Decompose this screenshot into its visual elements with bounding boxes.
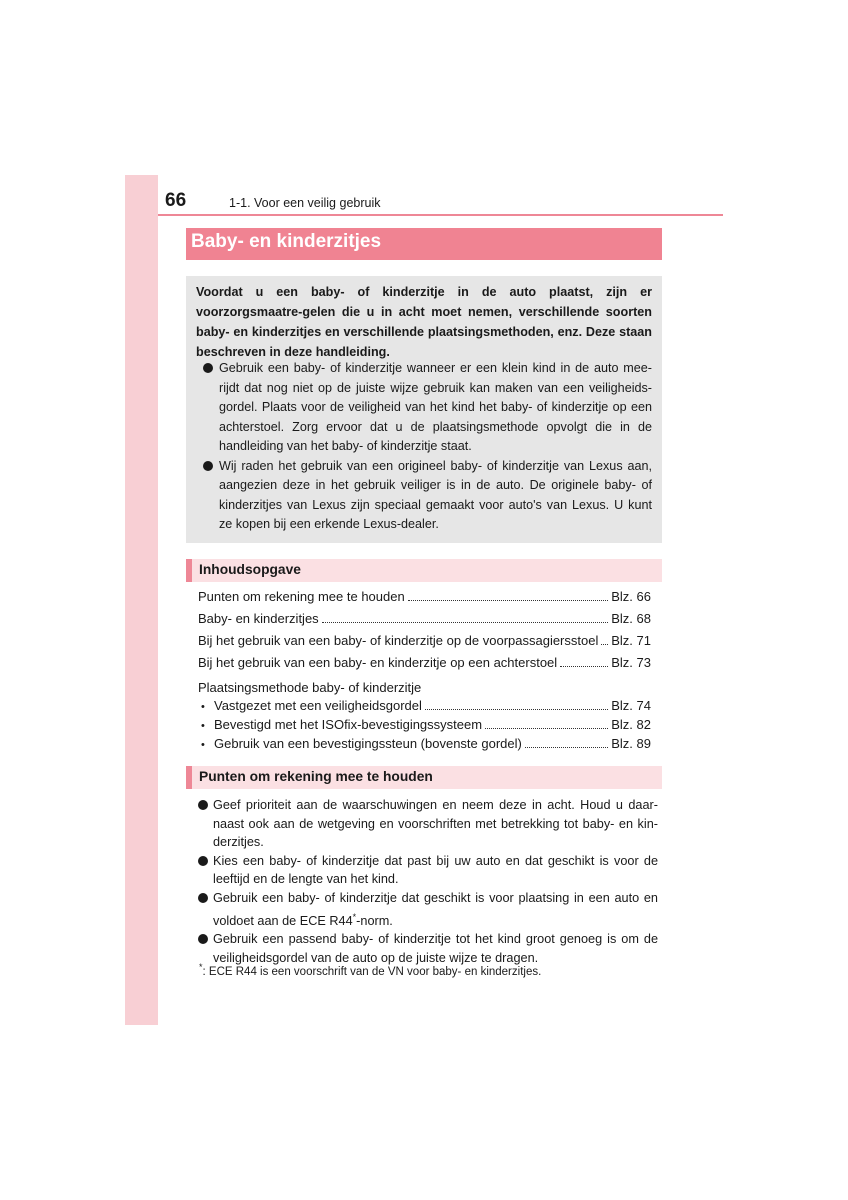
intro-lead: Voordat u een baby- of kinderzitje in de auto plaatst, zijn er voorzorgsmaatre-gelen die u in acht moet nemen, verschillende soorten baby- en kinderzitjes en verschillende plaatsingsmethoden, enz. Deze staan beschreven in deze handleiding. xyxy=(196,285,652,359)
table-of-contents xyxy=(198,589,651,755)
list-item-text-suffix: -norm. xyxy=(356,913,393,928)
toc-entry-label: Vastgezet met een veiligheidsgordel xyxy=(214,698,422,713)
points-header xyxy=(186,766,662,789)
footnote-mark: * xyxy=(199,962,203,972)
dot-leader xyxy=(408,590,609,601)
points-heading: Punten om rekening mee te houden xyxy=(199,769,433,784)
toc-entry-label: Punten om rekening mee te houden xyxy=(198,589,405,604)
toc-entry[interactable] xyxy=(198,655,651,677)
bullet-icon xyxy=(198,856,208,866)
list-item xyxy=(196,889,658,930)
footnote xyxy=(199,962,541,978)
dot-leader xyxy=(525,737,608,748)
sub-bullet-icon: • xyxy=(201,739,205,751)
dot-leader xyxy=(601,634,608,645)
toc-entry[interactable] xyxy=(198,633,651,655)
toc-entry-label: Bij het gebruik van een baby- en kinderzitje op een achterstoel xyxy=(198,655,558,670)
toc-entry-page: Blz. 66 xyxy=(611,589,651,604)
running-title: 1-1. Voor een veilig gebruik xyxy=(229,196,381,210)
bullet-icon xyxy=(203,461,213,471)
sub-bullet-icon: • xyxy=(201,701,205,713)
page-number: 66 xyxy=(165,190,187,211)
page-title: Baby- en kinderzitjes xyxy=(191,231,382,252)
toc-entry[interactable] xyxy=(198,589,651,611)
list-item-text: Kies een baby- of kinderzitje dat past bij uw auto en dat geschikt is voor de leeftijd en de lengte van het kind. xyxy=(213,853,658,887)
toc-entry[interactable] xyxy=(198,611,651,633)
side-color-strip xyxy=(125,175,158,1025)
intro-bullet-list xyxy=(196,359,652,535)
footnote-text: : ECE R44 is een voorschrift van de VN voor baby- en kinderzitjes. xyxy=(202,965,542,978)
dot-leader xyxy=(560,656,608,667)
list-item-text: Gebruik een baby- of kinderzitje dat geschikt is voor plaatsing in een auto en voldoet aan de ECE R44 xyxy=(213,890,658,928)
list-item-text: Geef prioriteit aan de waarschuwingen en neem deze in acht. Houd u daar-naast ook aan de wetgeving en voorschriften met betrekking tot baby- en kin-derzitjes. xyxy=(213,798,658,850)
toc-entry-page: Blz. 68 xyxy=(611,611,651,626)
toc-entry-page: Blz. 71 xyxy=(611,633,651,648)
dot-leader xyxy=(425,699,608,710)
toc-entry-label: Bevestigd met het ISOfix-bevestigingssysteem xyxy=(214,717,483,732)
bullet-icon xyxy=(198,893,208,903)
toc-entry-page: Blz. 89 xyxy=(611,736,651,751)
list-item-text: Gebruik een passend baby- of kinderzitje tot het kind groot genoeg is om de veiligheidsgordel van de auto op de juiste wijze te dragen. xyxy=(213,932,658,965)
intro-bullet-text: Gebruik een baby- of kinderzitje wanneer er een klein kind in de auto mee-rijdt dat nog niet op de juiste wijze gebruik kan maken van een veiligheids-gordel. Plaats voor de veiligheid van het kind het baby- of kinderzitje op een achterstoel. Zorg ervoor dat u de plaatsingsmethode opvolgt die in de handleiding van het baby- of kinderzitje staat. xyxy=(219,361,652,453)
toc-entry-label: Gebruik van een bevestigingssteun (bovenste gordel) xyxy=(214,736,522,751)
toc-sub-entry[interactable] xyxy=(198,717,651,736)
dot-leader xyxy=(322,612,609,623)
bullet-icon xyxy=(198,934,208,944)
bullet-icon xyxy=(203,363,213,373)
list-item xyxy=(196,852,658,889)
toc-entry-page: Blz. 82 xyxy=(611,717,651,732)
toc-entry-page: Blz. 73 xyxy=(611,655,651,670)
dot-leader xyxy=(485,718,608,729)
toc-group-label: Plaatsingsmethode baby- of kinderzitje xyxy=(198,680,422,695)
toc-entry-label: Baby- en kinderzitjes xyxy=(198,611,319,626)
toc-sub-entry[interactable] xyxy=(198,736,651,755)
intro-bullet-item xyxy=(196,359,652,457)
toc-sub-entry[interactable] xyxy=(198,698,651,717)
toc-entry-label: Bij het gebruik van een baby- of kinderzitje op de voorpassagiersstoel xyxy=(198,633,599,648)
sub-bullet-icon: • xyxy=(201,720,205,732)
intro-bullet-item xyxy=(196,457,652,535)
bullet-icon xyxy=(198,800,208,810)
points-list xyxy=(196,796,658,968)
toc-heading: Inhoudsopgave xyxy=(199,562,301,577)
list-item xyxy=(196,796,658,852)
intro-bullet-text: Wij raden het gebruik van een origineel baby- of kinderzitje van Lexus aan, aangezien deze in het gebruik veiliger is in de auto. De originele baby- of kinderzitjes van Lexus zijn speciaal gemaakt voor auto's van Lexus. U kunt ze kopen bij een erkende Lexus-dealer. xyxy=(219,458,652,531)
toc-header xyxy=(186,559,662,582)
footnote-marker: * xyxy=(352,911,357,922)
toc-entry-page: Blz. 74 xyxy=(611,698,651,713)
header-rule xyxy=(158,214,723,216)
